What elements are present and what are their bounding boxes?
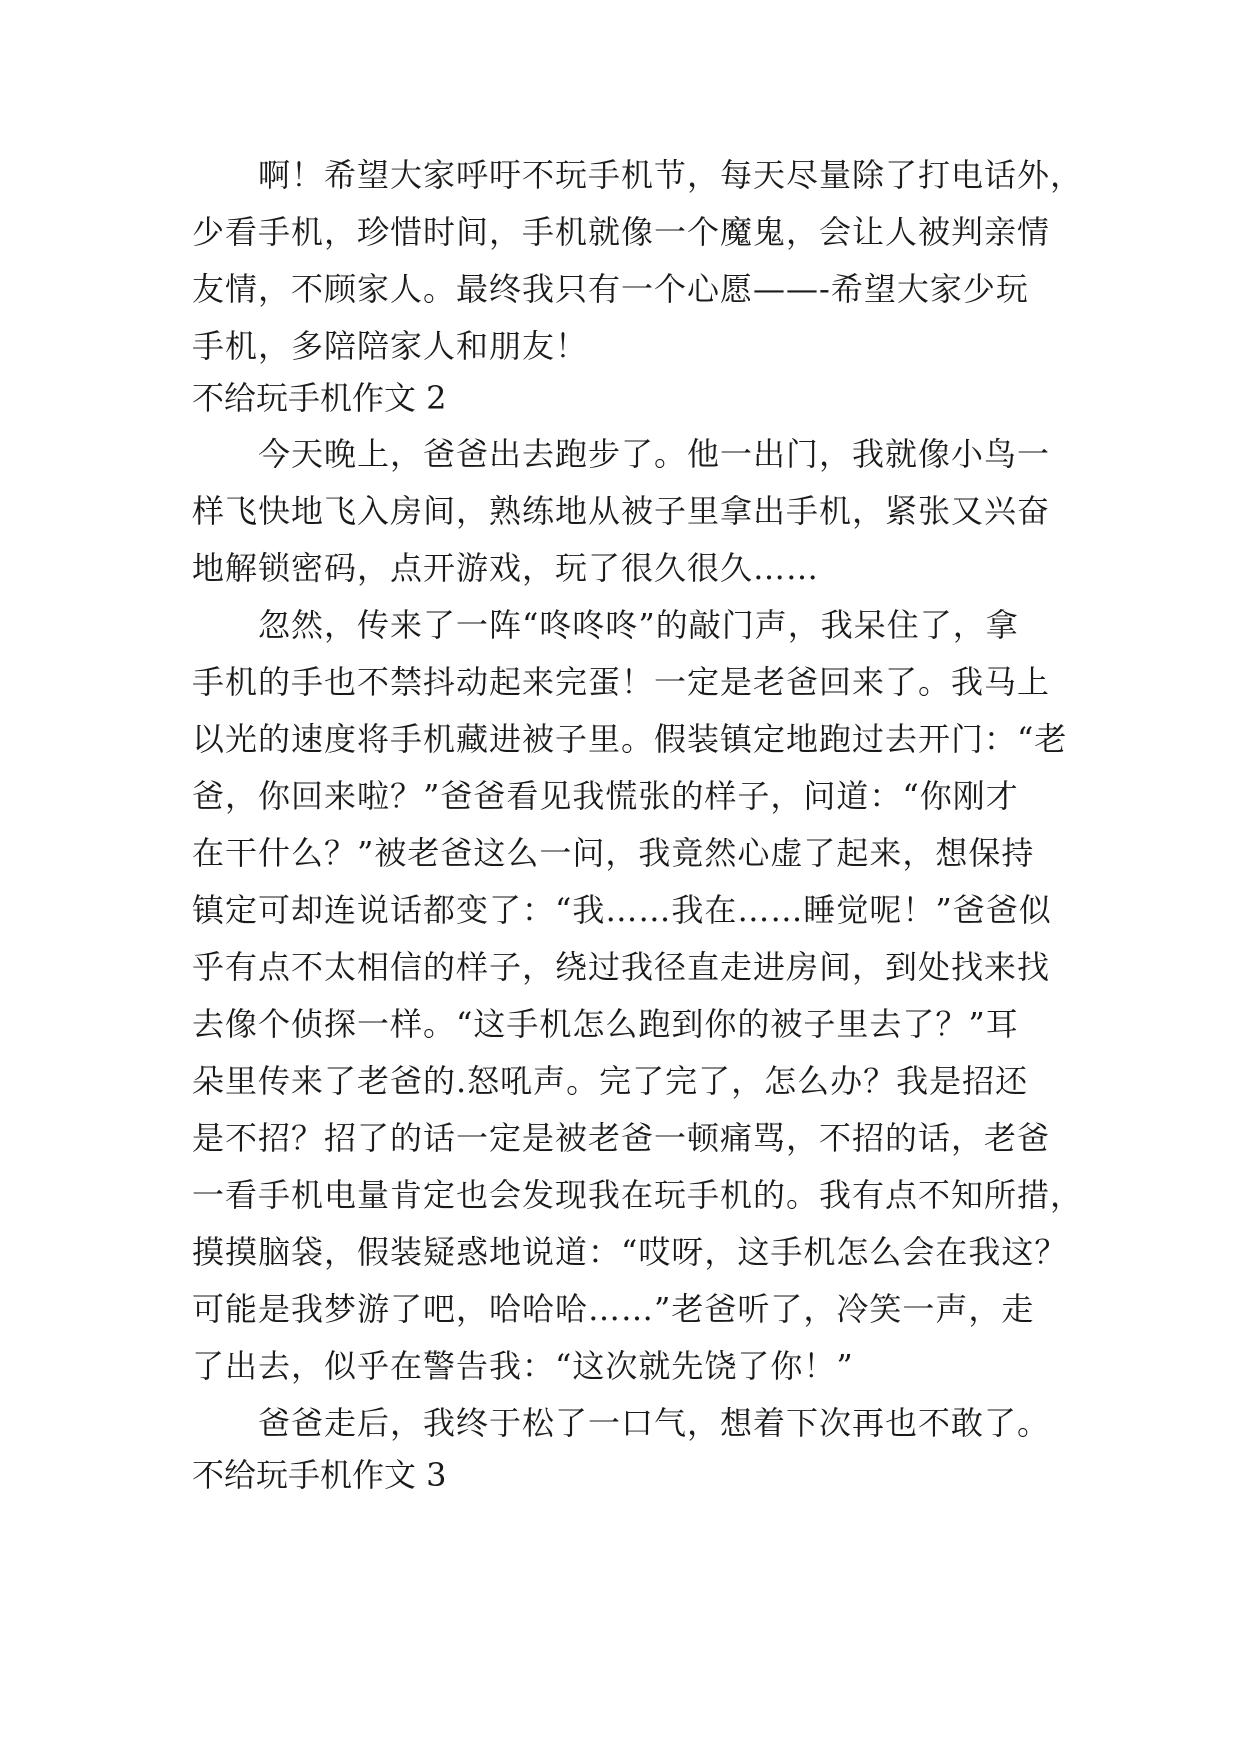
paragraph-line: 可能是我梦游了吧，哈哈哈……”老爸听了，冷笑一声，走	[192, 1290, 1035, 1328]
paragraph-line: 摸摸脑袋，假装疑惑地说道：“哎呀，这手机怎么会在我这？	[192, 1233, 1068, 1271]
paragraph-line: 爸，你回来啦？”爸爸看见我慌张的样子，问道：“你刚才	[192, 777, 1019, 815]
paragraph-line: 今天晚上，爸爸出去跑步了。他一出门，我就像小鸟一	[258, 435, 1051, 473]
paragraph-line: 朵里传来了老爸的.怒吼声。完了完了，怎么办？我是招还	[192, 1062, 1029, 1100]
paragraph-line: 在干什么？”被老爸这么一问，我竟然心虚了起来，想保持	[192, 834, 1035, 872]
paragraph-line: 镇定可却连说话都变了：“我……我在……睡觉呢！”爸爸似	[192, 891, 1052, 929]
paragraph-line: 友情，不顾家人。最终我只有一个心愿——-希望大家少玩	[192, 270, 1029, 308]
paragraph-line: 一看手机电量肯定也会发现我在玩手机的。我有点不知所措，	[192, 1176, 1084, 1214]
paragraph-line: 手机，多陪陪家人和朋友！	[192, 327, 589, 365]
paragraph-line: 以光的速度将手机藏进被子里。假装镇定地跑过去开门：“老	[192, 720, 1068, 758]
paragraph-line: 是不招？招了的话一定是被老爸一顿痛骂，不招的话，老爸	[192, 1119, 1051, 1157]
paragraph-line: 地解锁密码，点开游戏，玩了很久很久……	[192, 549, 820, 587]
section-heading: 不给玩手机作文 2	[192, 379, 447, 417]
paragraph-line: 去像个侦探一样。“这手机怎么跑到你的被子里去了？”耳	[192, 1005, 1019, 1043]
document-body	[192, 155, 1092, 1511]
paragraph-line: 忽然，传来了一阵“咚咚咚”的敲门声，我呆住了，拿	[258, 606, 1019, 644]
paragraph-line: 乎有点不太相信的样子，绕过我径直走进房间，到处找来找	[192, 948, 1051, 986]
paragraph-line: 爸爸走后，我终于松了一口气，想着下次再也不敢了。	[258, 1404, 1051, 1442]
paragraph-line: 了出去，似乎在警告我：“这次就先饶了你！”	[192, 1347, 854, 1385]
paragraph-line: 样飞快地飞入房间，熟练地从被子里拿出手机，紧张又兴奋	[192, 492, 1051, 530]
paragraph-line: 啊！希望大家呼吁不玩手机节，每天尽量除了打电话外，	[258, 156, 1084, 194]
paragraph-line: 少看手机，珍惜时间，手机就像一个魔鬼，会让人被判亲情	[192, 213, 1051, 251]
paragraph-line: 手机的手也不禁抖动起来完蛋！一定是老爸回来了。我马上	[192, 663, 1051, 701]
section-heading: 不给玩手机作文 3	[192, 1456, 447, 1494]
